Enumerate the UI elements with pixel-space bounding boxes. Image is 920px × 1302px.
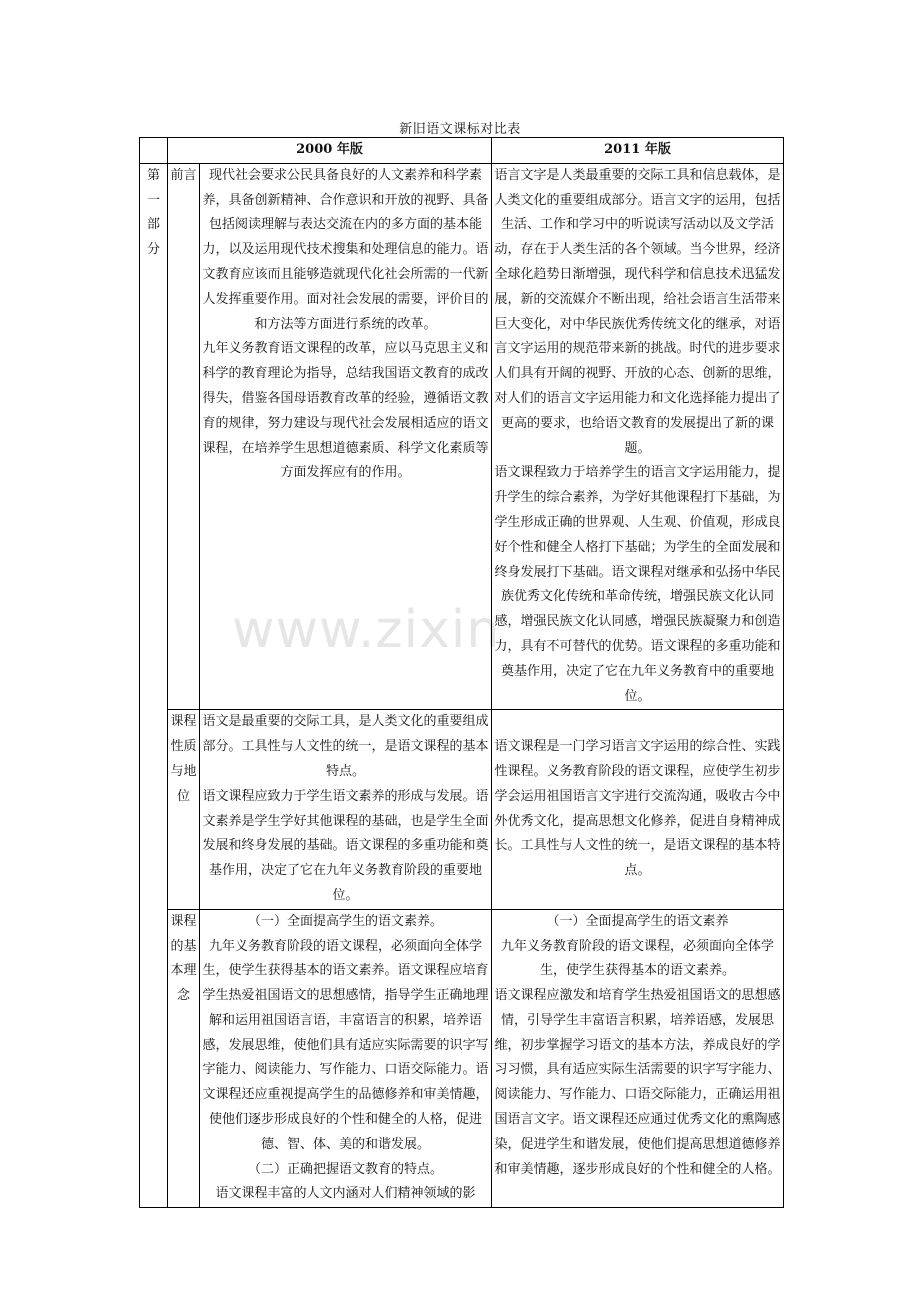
paragraph: （一）全面提高学生的语文素养 — [546, 913, 729, 929]
paragraph: 九年义务教育语文课程的改革，应以马克思主义和科学的教育理论为指导，总结我国语文教育的成改得失，借鉴各国母语教育改革的经验，遵循语文教育的规律，努力建设与现代社会发展相适应的语文课程，在培养学生思想道德素质、科学文化素质等方面发挥应有的作用。 — [202, 341, 489, 481]
paragraph: 语文课程是一门学习语言文字运用的综合性、实践性课程。义务教育阶段的语文课程，应使学生初步学会运用祖国语言文字进行交流沟通，吸收古今中外优秀文化，提高思想文化修养，促进自身精神成长。工具性与人文性的统一，是语文课程的基本特点。 — [494, 739, 781, 879]
old-text-cell — [200, 710, 492, 909]
paragraph: 九年义务教育阶段的语文课程，必须面向全体学生，使学生获得基本的语文素养。 — [500, 938, 774, 979]
section-cell-nature — [168, 710, 200, 909]
header-row — [140, 138, 784, 164]
table-row — [140, 909, 784, 1208]
new-text-cell — [492, 909, 784, 1208]
paragraph: 现代社会要求公民具备良好的人文素养和科学素养，具备创新精神、合作意识和开放的视野、具备包括阅读理解与表达交流在内的多方面的基本能力，以及运用现代技术搜集和处理信息的能力。语文教育应该而且能够造就现代化社会所需的一代新人发挥重要作用。面对社会发展的需要，评价目的和方法等方面进行系统的改革。 — [202, 167, 489, 332]
new-text-cell — [492, 710, 784, 909]
old-text-cell — [200, 909, 492, 1208]
part-label: 第一部分 — [146, 167, 160, 258]
table-row — [140, 710, 784, 909]
watermark: www.zixin — [232, 600, 501, 660]
part-label-cell — [140, 163, 168, 1207]
paragraph: 语文课程丰富的人文内涵对人们精神领域的影 — [215, 1186, 476, 1202]
new-text-cell — [492, 163, 784, 710]
paragraph: 语文课程应激发和培育学生热爱祖国语文的思想感情，引导学生丰富语言积累，培养语感，发展思维，初步掌握学习语文的基本方法，养成良好的学习习惯，具有适应实际生活需要的识字写字能力、阅读能力、写作能力、口语交际能力，正确运用祖国语言文字。语文课程还应通过优秀文化的熏陶感染，促进学生和谐发展，使他们提高思想道德修养和审美情趣，逐步形成良好的个性和健全的人格。 — [494, 988, 781, 1177]
section-cell-concepts — [168, 909, 200, 1208]
corner-cell — [140, 138, 168, 164]
section-cell-preface — [168, 163, 200, 710]
paragraph: （一）全面提高学生的语文素养。 — [247, 913, 443, 929]
section-label: 前言 — [170, 167, 197, 183]
column-header-2000: 2000 年版 — [168, 138, 492, 164]
document-title: 新旧语文课标对比表 — [399, 122, 521, 137]
section-label: 课程的基本理念 — [170, 913, 197, 1004]
section-label: 课程性质与地位 — [170, 714, 197, 804]
paragraph: 九年义务教育阶段的语文课程，必须面向全体学生，使学生获得基本的语文素养。语文课程应培育学生热爱祖国语文的思想感情，指导学生正确地理解和运用祖国语言语，丰富语言的积累，培养语感，发展思维，使他们具有适应实际需要的识字写字能力、阅读能力、写作能力、口语交际能力。语文课程还应重视提高学生的品德修养和审美情趣，使他们逐步形成良好的个性和健全的人格，促进德、智、体、美的和谐发展。 — [202, 938, 489, 1152]
paragraph: 语文课程应致力于学生语文素养的形成与发展。语文素养是学生学好其他课程的基础，也是学生全面发展和终身发展的基础。语文课程的多重功能和奠基作用，决定了它在九年义务教育阶段的重要地位。 — [202, 788, 489, 903]
table-row — [140, 163, 784, 710]
paragraph: 语文课程致力于培养学生的语言文字运用能力，提升学生的综合素养，为学好其他课程打下基础，为学生形成正确的世界观、人生观、价值观，形成良好个性和健全人格打下基础；为学生的全面发展和终身发展打下基础。语文课程对继承和弘扬中华民族优秀文化传统和革命传统，增强民族文化认同感，增强民族文化认同感，增强民族凝聚力和创造力，具有不可替代的优势。语文课程的多重功能和奠基作用，决定了它在九年义务教育中的重要地位。 — [494, 465, 781, 704]
paragraph: （二）正确把握语文教育的特点。 — [247, 1161, 443, 1177]
paragraph: 语言文字是人类最重要的交际工具和信息载体，是人类文化的重要组成部分。语言文字的运用，包括生活、工作和学习中的听说读写活动以及文学活动，存在于人类生活的各个领域。当今世界，经济全球化趋势日渐增强，现代科学和信息技术迅猛发展，新的交流媒介不断出现，给社会语言生活带来巨大变化，对中华民族优秀传统文化的继承，对语言文字运用的规范带来新的挑战。时代的进步要求人们具有开阔的视野、开放的心态、创新的思维，对人们的语言文字运用能力和文化选择能力提出了更高的要求，也给语文教育的发展提出了新的课题。 — [494, 167, 781, 456]
old-text-cell — [200, 163, 492, 710]
column-header-2011: 2011 年版 — [492, 138, 784, 164]
comparison-table — [139, 137, 784, 1208]
paragraph: 语文是最重要的交际工具，是人类文化的重要组成部分。工具性与人文性的统一，是语文课程的基本特点。 — [202, 714, 489, 779]
